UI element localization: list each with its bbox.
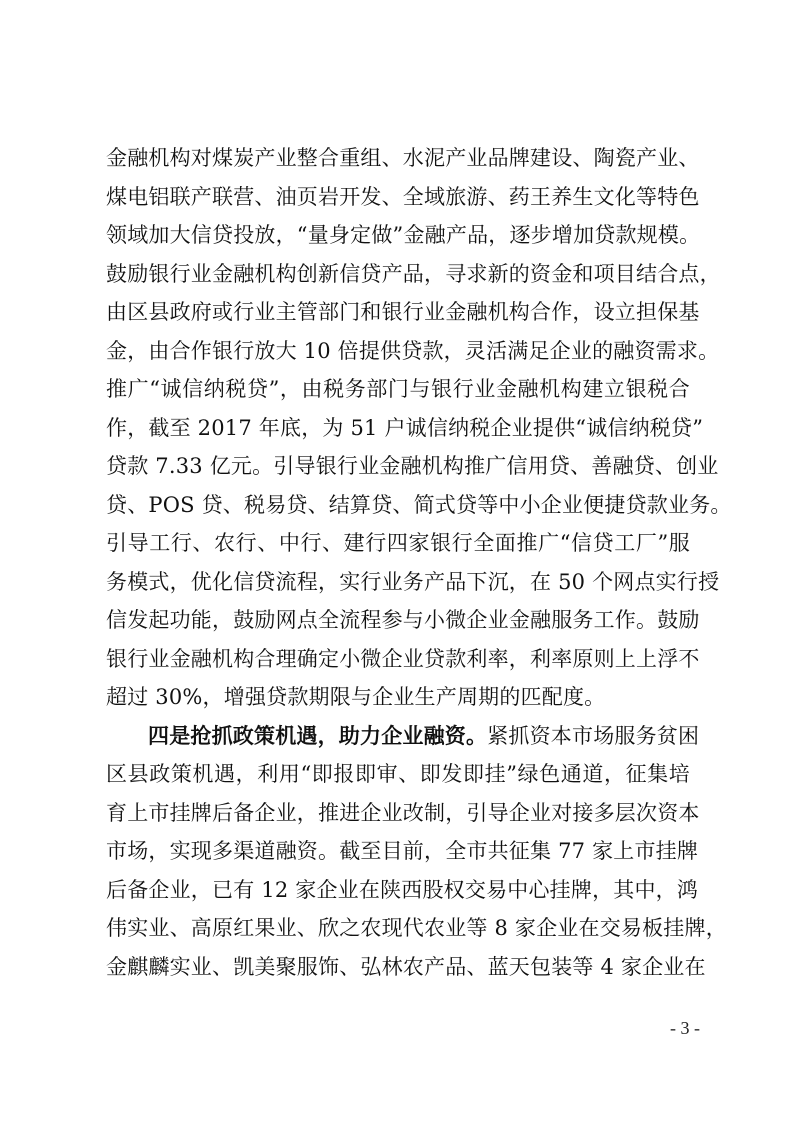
paragraph-line: 市场，实现多渠道融资。截至目前，全市共征集 77 家上市挂牌 [106,839,699,863]
paragraph-line: 超过 30%，增强贷款期限与企业生产周期的匹配度。 [106,685,606,709]
body-text [106,139,732,986]
paragraph-line: 后备企业，已有 12 家企业在陕西股权交易中心挂牌，其中，鸿 [106,877,699,902]
paragraph-line: 务模式，优化信贷流程，实行业务产品下沉，在 50 个网点实行授 [106,569,720,594]
paragraph-line: 由区县政府或行业主管部门和银行业金融机构合作，设立担保基 [106,300,700,324]
page-number: - 3 - [670,1018,700,1038]
paragraph-line: 银行业金融机构合理确定小微企业贷款利率，利率原则上上浮不 [106,646,700,671]
paragraph-line: 育上市挂牌后备企业，推进企业改制，引导企业对接多层次资本 [106,800,700,825]
section-4-heading: 四是抢抓政策机遇，助力企业融资。 [148,723,488,748]
section-4-first-line [106,717,700,756]
paragraph-line: 金融机构对煤炭产业整合重组、水泥产业品牌建设、陶瓷产业、 [106,146,700,170]
paragraph-line: 作，截至 2017 年底，为 51 户诚信纳税企业提供“诚信纳税贷” [106,415,704,440]
paragraph-line: 贷、POS 贷、税易贷、结算贷、简式贷等中小企业便捷贷款业务。 [106,492,732,517]
paragraph-line: 信发起功能，鼓励网点全流程参与小微企业金融服务工作。鼓励 [106,608,700,632]
paragraph-line: 区县政策机遇，利用“即报即审、即发即挂”绿色通道，征集培 [106,762,690,786]
paragraph-line: 引导工行、农行、中行、建行四家银行全面推广“信贷工厂”服 [106,531,690,555]
paragraph-line: 鼓励银行业金融机构创新信贷产品，寻求新的资金和项目结合点， [106,261,721,286]
section-4-lead-text: 紧抓资本市场服务贫困 [487,723,700,748]
paragraph-line: 煤电铝联产联营、油页岩开发、全域旅游、药王养生文化等特色 [106,184,700,209]
paragraph-line: 金麒麟实业、凯美聚服饰、弘林农产品、蓝天包装等 4 家企业在 [106,954,706,979]
paragraph-line: 金，由合作银行放大 10 倍提供贷款，灵活满足企业的融资需求。 [106,338,720,363]
paragraph-line: 贷款 7.33 亿元。引导银行业金融机构推广信用贷、善融贷、创业 [106,454,719,478]
paragraph-line: 伟实业、高原红果业、欣之农现代农业等 8 家企业在交易板挂牌， [106,916,727,940]
paragraph-line: 领域加大信贷投放，“量身定做”金融产品，逐步增加贷款规模。 [106,223,701,247]
paragraph-line: 推广“诚信纳税贷”，由税务部门与银行业金融机构建立银税合 [106,377,690,401]
